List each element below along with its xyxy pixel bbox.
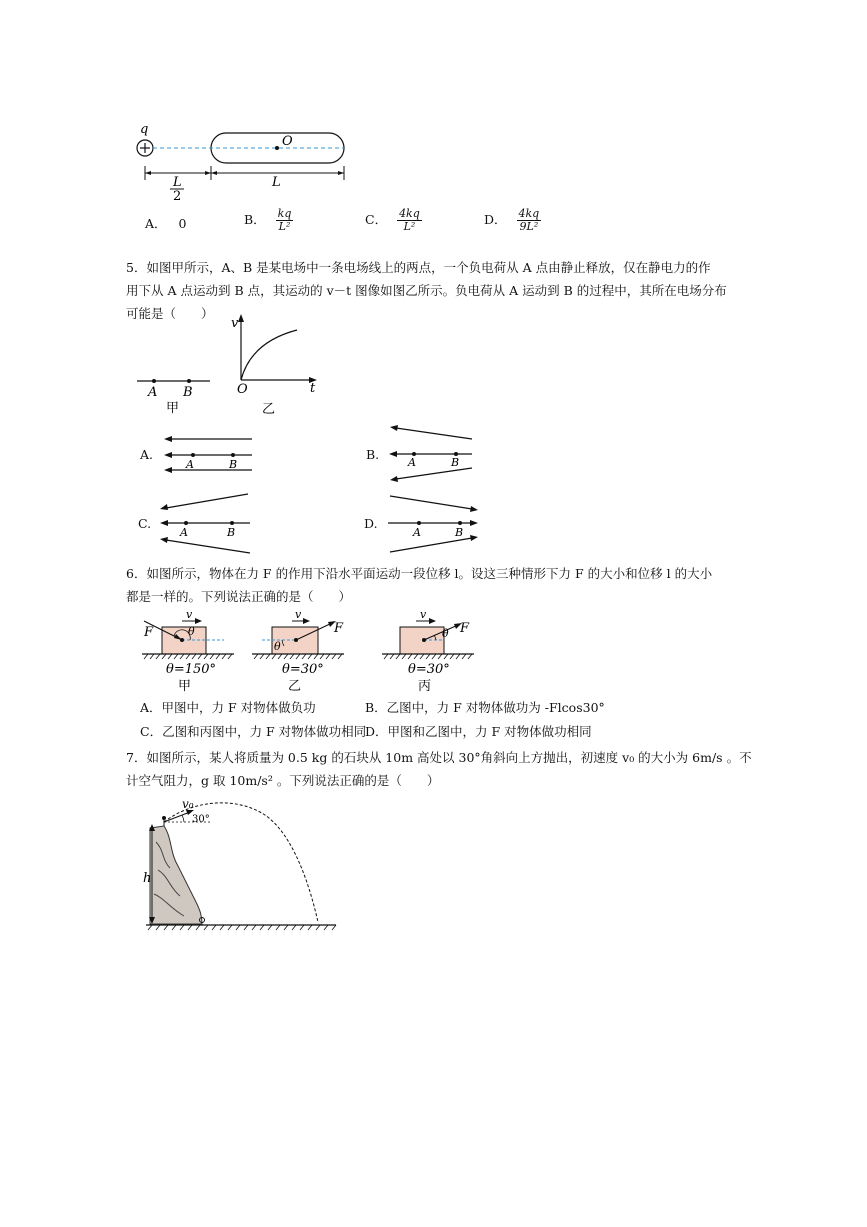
fraction-den: 9L²: [519, 220, 539, 233]
velocity-label: v: [295, 610, 302, 621]
center-dot: [275, 146, 279, 150]
dim-half-den: 2: [173, 189, 182, 200]
q5-option-a-label: A.: [140, 447, 154, 462]
q5-line-2: 用下从 A 点运动到 B 点，其运动的 v－t 图像如图乙所示。负电荷从 A 运动到 B 的过程中，其所在电场分布: [126, 283, 727, 298]
q6-figure-jia: [138, 610, 238, 695]
option-letter: A．: [145, 216, 167, 231]
q7-line-2: 计空气阻力，g 取 10m/s² 。下列说法正确的是（ ）: [126, 773, 440, 788]
q5-option-c-field: [156, 490, 254, 556]
q4-option-b: [244, 208, 293, 233]
option-fraction: [276, 208, 294, 233]
center-label: O: [282, 134, 293, 149]
velocity-label: v: [186, 610, 193, 621]
q4-option-d: [484, 208, 541, 233]
angle-label: θ: [442, 627, 449, 640]
q6-option-b: B．乙图中，力 F 对物体做功为 -Flcos30°: [365, 700, 605, 715]
point-a-label: A: [408, 456, 416, 469]
cliff: [150, 826, 202, 924]
axis-v-label: v: [231, 316, 239, 331]
q5-option-b-label: B.: [366, 447, 380, 462]
q7-line-1: 7．如图所示，某人将质量为 0.5 kg 的石块从 10m 高处以 30°角斜向上方抛出，初速度 v₀ 的大小为 6m/s 。不: [126, 750, 752, 765]
q4-option-c: [365, 208, 422, 233]
q4-option-a: [145, 215, 186, 233]
angle-label: 30°: [192, 814, 210, 825]
option-letter: D．: [484, 212, 507, 227]
v0-label: v₀: [182, 798, 194, 811]
q6-figure-bing: [378, 610, 478, 695]
height-label: h: [143, 871, 152, 886]
point-a-label: A: [148, 385, 158, 400]
q5-line-3: 可能是（ ）: [126, 306, 214, 321]
axis-t-label: t: [310, 381, 316, 396]
q6-option-c: C．乙图和丙图中，力 F 对物体做功相同: [140, 724, 367, 739]
q4-figure: [130, 118, 370, 200]
q6-option-d: D．甲图和乙图中，力 F 对物体做功相同: [365, 724, 592, 739]
angle-label: θ: [188, 625, 195, 638]
point-b-label: B: [227, 526, 236, 539]
block: [400, 627, 444, 654]
q6-figure-yi: [248, 610, 348, 695]
option-fraction: [397, 208, 422, 233]
q5-option-b-field: [384, 424, 478, 482]
figure-caption: 甲: [178, 679, 192, 694]
figure-caption: 乙: [288, 679, 302, 694]
option-letter: C．: [365, 212, 388, 227]
angle-value: θ=30°: [408, 662, 450, 677]
q5-figure-jia: [132, 370, 217, 415]
q6-line-2: 都是一样的。下列说法正确的是（ ）: [126, 589, 352, 604]
charge-label: q: [140, 122, 149, 137]
point-b-label: B: [229, 458, 238, 471]
angle-value: θ=30°: [282, 662, 324, 677]
dim-full-label: L: [272, 175, 281, 190]
point-b-label: B: [183, 385, 193, 400]
dim-half-num: L: [173, 175, 182, 190]
force-label: F: [460, 621, 470, 636]
q6-line-1: 6．如图所示，物体在力 F 的作用下沿水平面运动一段位移 l。设这三种情形下力 F 的大小和位移 l 的大小: [126, 566, 713, 581]
q5-option-d-label: D.: [364, 516, 378, 531]
point-b-label: B: [455, 526, 464, 539]
option-letter: B．: [244, 212, 266, 227]
fraction-num: kq: [277, 207, 292, 220]
point-b-label: B: [451, 456, 460, 469]
figure-caption: 丙: [418, 679, 432, 694]
point-a-label: A: [180, 526, 188, 539]
force-label: F: [334, 621, 344, 636]
q7-projectile-figure: [140, 798, 345, 938]
q5-line-1: 5．如图甲所示，A、B 是某电场中一条电场线上的两点，一个负电荷从 A 点由静止释放，仅在静电力的作: [126, 260, 711, 275]
q5-option-a-field: [160, 430, 260, 478]
figure-caption: 乙: [262, 402, 276, 417]
origin-label: O: [237, 382, 248, 397]
q5-option-d-field: [384, 490, 482, 556]
option-fraction: [517, 208, 542, 233]
vt-curve: [241, 330, 297, 380]
point-a-label: A: [413, 526, 421, 539]
fraction-num: 4kq: [518, 207, 540, 220]
fraction-den: L²: [278, 220, 291, 233]
q5-figure-yi-vt-graph: [225, 312, 325, 417]
velocity-label: v: [420, 610, 427, 621]
q5-option-c-label: C.: [138, 516, 152, 531]
fraction-den: L²: [403, 220, 416, 233]
angle-value: θ=150°: [166, 662, 217, 677]
option-value: 0: [178, 216, 187, 231]
force-label: F: [144, 625, 154, 640]
figure-caption: 甲: [166, 401, 180, 415]
q6-option-a: A．甲图中，力 F 对物体做负功: [140, 700, 316, 715]
point-a-label: A: [186, 458, 194, 471]
fraction-num: 4kq: [399, 207, 420, 220]
angle-label: θ: [274, 640, 281, 653]
